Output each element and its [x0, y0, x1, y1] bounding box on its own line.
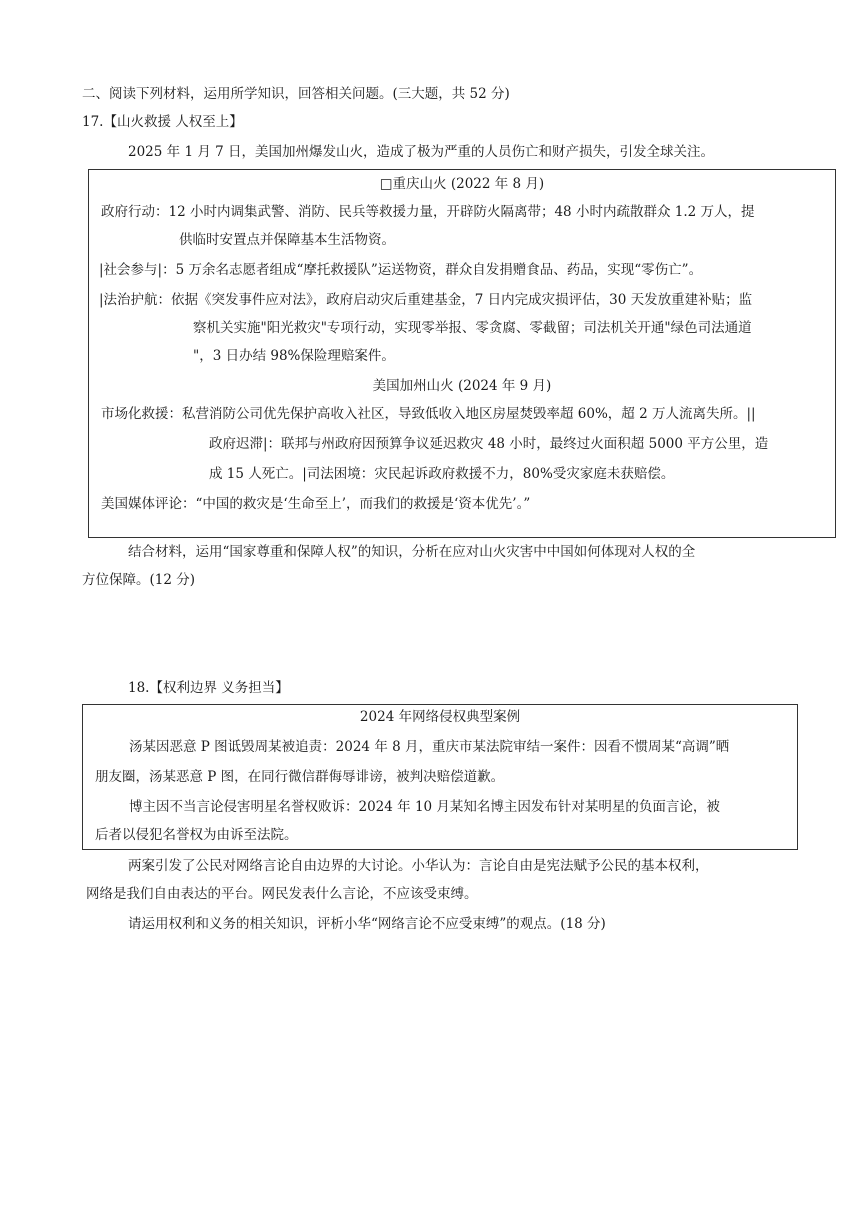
gov-action-line2: 供临时安置点并保障基本生活物资。	[179, 232, 395, 248]
case2-line2: 后者以侵犯名誉权为由诉至法院。	[95, 827, 298, 843]
q18-question: 请运用权利和义务的相关知识，评析小华“网络言论不应受束缚”的观点。(18 分)	[128, 916, 606, 932]
case2-line1: 博主因不当言论侵害明星名誉权败诉：2024 年 10 月某知名博主因发布针对某明星的负面言论，被	[129, 799, 720, 815]
q17-intro: 2025 年 1 月 7 日，美国加州爆发山火，造成了极为严重的人员伤亡和财产损失，引发全球关注。	[128, 144, 714, 160]
case1-line1: 汤某因恶意 P 图诋毁周某被追责：2024 年 8 月，重庆市某法院审结一案件：因看不惯周某“高调”晒	[129, 739, 730, 755]
q17-question-line1: 结合材料，运用“国家尊重和保障人权”的知识，分析在应对山火灾害中中国如何体现对人权的全	[128, 544, 696, 560]
section-heading: 二、阅读下列材料，运用所学知识，回答相关问题。(三大题，共 52 分)	[82, 86, 510, 102]
q18-para-line2: 网络是我们自由表达的平台。网民发表什么言论，不应该受束缚。	[86, 886, 478, 902]
q17-question-line2: 方位保障。(12 分)	[82, 572, 196, 588]
gov-delay-line1: 政府迟滞|：联邦与州政府因预算争议延迟救灾 48 小时，最终过火面积超 5000 平方公里，造	[209, 436, 769, 452]
gov-delay-line2: 成 15 人死亡。|司法困境：灾民起诉政府救援不力，80%受灾家庭未获赔偿。	[209, 466, 675, 482]
law-line2: 察机关实施"阳光救灾"专项行动，实现零举报、零贪腐、零截留；司法机关开通"绿色司法通道	[193, 320, 752, 336]
q17-title: 17.【山火救援 人权至上】	[82, 114, 243, 130]
chongqing-fire-title: □重庆山火 (2022 年 8 月)	[379, 176, 545, 192]
social-participation-line: |社会参与|：5 万余名志愿者组成“摩托救援队”运送物资，群众自发捐赠食品、药品，实现“零伤亡”。	[99, 262, 703, 278]
q18-material-box	[82, 704, 798, 850]
us-media-comment: 美国媒体评论：“中国的救灾是‘生命至上’，而我们的救援是‘资本优先’。”	[101, 496, 531, 512]
law-line1: |法治护航：依据《突发事件应对法》，政府启动灾后重建基金，7 日内完成灾损评估，30 天发放重建补贴；监	[99, 292, 753, 308]
gov-action-line1: 政府行动：12 小时内调集武警、消防、民兵等救援力量，开辟防火隔离带；48 小时内疏散群众 1.2 万人，提	[101, 204, 755, 220]
market-rescue-line: 市场化救援：私营消防公司优先保护高收入社区，导致低收入地区房屋焚毁率超 60%，超 2 万人流离失所。||	[101, 406, 756, 422]
q17-material-box	[88, 169, 836, 538]
q18-para-line1: 两案引发了公民对网络言论自由边界的大讨论。小华认为：言论自由是宪法赋予公民的基本权利，	[128, 858, 709, 874]
q18-title: 18.【权利边界 义务担当】	[128, 680, 289, 696]
case1-line2: 朋友圈，汤某恶意 P 图，在同行微信群侮辱诽谤，被判决赔偿道歉。	[95, 769, 505, 785]
q18-box-title: 2024 年网络侵权典型案例	[359, 709, 521, 725]
law-line3: "，3 日办结 98%保险理赔案件。	[193, 348, 395, 364]
us-fire-title: 美国加州山火 (2024 年 9 月)	[372, 378, 552, 394]
